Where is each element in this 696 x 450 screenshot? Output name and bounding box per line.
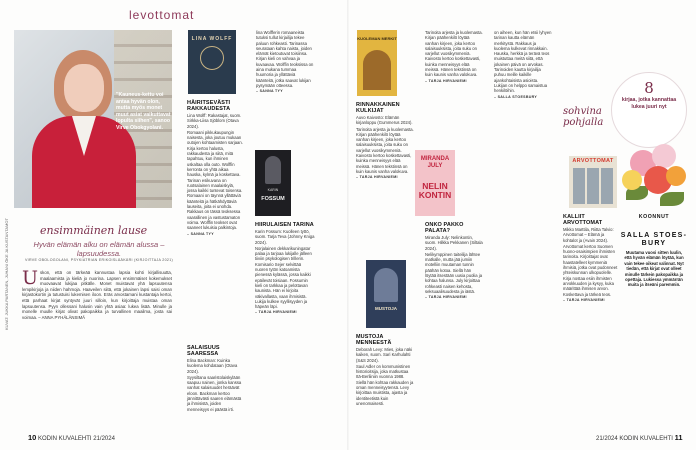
review-col-right-1 [494, 30, 552, 101]
review-col-backman [187, 345, 243, 413]
review-col-arvottomat [563, 214, 619, 304]
badge-text: kirjaa, jotka kannattaa lukea juuri nyt [621, 97, 677, 110]
compiler-text: Muutama vuosi sitten luulin, että hyvän elämän löytää, kun vain tekee oikeat valinnat. Nyt tiedän, että kirjat ovat olleet minulle tärkein pakopaikka ja opettaja. Lukiessa ymmärrän muita ja itseäni paremmin. [624, 250, 684, 288]
review-heading: KALLIIT ARVOTTOMAT [563, 214, 603, 226]
review-col-fossum [255, 222, 315, 317]
cover-title: MUSTOJA [375, 306, 397, 311]
review-heading: SALAISUUS SAARESSA [187, 345, 220, 357]
review-meta: Deborah Levy: Mies, joka näki kaiken, suom. Sari Karhulahti (S&S 2024). [356, 347, 413, 363]
review-meta: Karin Fossum: Kuolleen tyttö, suom. Tarja Teva (Johnny Kniga 2024). [255, 229, 315, 245]
cover-photos [573, 168, 613, 204]
review-col-lina [187, 100, 243, 238]
folio-left [28, 433, 115, 442]
review-signature: – TARJA HIRVANIEMI [356, 175, 398, 180]
portrait-photo [14, 30, 172, 208]
portrait-face [64, 64, 104, 112]
review-body: Arvottomat kertoo Suomen huono-osaisimpien ihmisten tarinoita. Kirjoittajat ovat haastatelleet kymmeniä ihmisiä, jotka ovat pudonneet yhteiskunnan ulkopuolelle. Kirja nostaa esiin ihmisten arvokkuuden ja kysyy, kuka määrittää ihmisen arvon. Koskettava ja tärkeä teos. [563, 243, 618, 297]
photo-credit: KUVAT: JUKKA PARTANEN, JUHANI ÖKE JA KUSTANTAMOT [4, 218, 9, 330]
book-cover-arvottomat [569, 156, 617, 208]
review-heading: HIIRULAISEN TARINA [255, 222, 314, 228]
review-body: Saul Adler on kommunistinen historioitsija, joka matkustaa Itä-Berliiniin vuonna 1988. Siellä hän kohtaa rakkauden ja oman menneisyytensä. Levy kirjoittaa muistista, ajasta ja identiteetistä kuin unenomaisesti. [356, 363, 414, 406]
cover-title: LINA WOLFF [191, 36, 233, 42]
review-meta: Mikko Marttila, Riitta Talvio: Arvottomat – Elämä ja kohtalot ja (Avain 2024). [563, 227, 614, 243]
intro-title: ensimmäinen lause [40, 224, 148, 237]
review-meta: Auvo Kaivosto: Elämän kirjanloppu (Gummerus 2024). [356, 115, 413, 126]
book-cover-fossum [255, 150, 291, 216]
review-col-july [425, 222, 483, 302]
badge-number: 8 [644, 79, 654, 97]
cover-author: KARIN [267, 188, 279, 192]
review-signature: – SANNA TYY [187, 231, 214, 236]
count-badge [611, 72, 687, 148]
book-cover-levy [366, 260, 406, 328]
review-continuation: lina Wolfferin romaaneista tutuksi tullut kirjailija tekee paluun rohkeasti. Tarinassa seurataan kahta naista, joiden elämät kietoutuvat toisiinsa. Kirjan kieli on vahvaa ja kuvaavaa. Wolffin teoksissa on aina mukana tummaa huumoria ja yllättäviä käänteitä, jotka saavat lukijan pysymään otteessa. [256, 30, 314, 88]
review-continuation: on aiheen, kun hän etsii lyhyen tarinan kautta elämän merkitystä. Rakkaus ja kuolema kulkevat rinnakkain. Hauska, herkkä ja terävä teos muistuttaa meitä siitä, että jokainen päivä on arvokas. Tarinoiden kautta kirjailija puhuu meille kaikille ajankohtaisista asioista. Lukijan on helppo samaistua henkilöihin. [494, 30, 552, 94]
compiled-by-label: KOONNUT [638, 214, 670, 220]
folio-right-text: 21/2024 KODIN KUVALEHTI [596, 436, 673, 442]
review-meta: Lina Wolff: Rakastajat, suom. Sirkka-Liisa Sjöblom (Otava 2024). [187, 113, 242, 129]
review-body: Syysiltana saaristolaiskylään saapuu nainen, jonka kanssa vanhat salaisuudet heräävät eloon. Backman kertoo jännittävästi saaren elämästä ja ihmisistä, joiden menneisyys ei päästä irti. [187, 374, 242, 412]
review-body: Romaani pikkukaupungin naisesta, joka joutuu mukaan outojen kohtaamisten sarjaan. Kirja kertoo halusta, rakkaudesta ja siitä, mitä tapahtuu, kun ihminen uskaltaa olla outo. Wolffin kerronta on yhtä aikaa hauska, kylmä ja koskettava. Tarinan esikuvana on ruotsalainen maalaiskylä, jossa kaikki tuntevat toisensa. Romaani on täynnä yllättäviä käänteitä ja hätkähdyttäviä lauseita, joita ei unohda. Rakkaus on tässä teoksessa vaarallinen ja vastustamaton voima. Wolffin teokset ovat saaneet lukuisia palkintoja. [187, 129, 243, 231]
page-gutter [347, 0, 349, 450]
cover-figure [265, 156, 281, 184]
flower-orange [666, 166, 686, 186]
page-number-left: 10 [28, 433, 37, 442]
pohjalla-line-2: pohjalla [563, 117, 604, 128]
book-cover-lina-wolff [188, 30, 236, 94]
review-continuation: Tarinoita arjesta ja kuolemasta. Kirjan päähenkilö löytää vanhan kirjeen, joka kertoo salaisuuksista, joita suku on varjellut vuosikymmeniä. Kaivosto kertoo koskettavasti, kuinka menneisyys elää meissä. Hänen tekstinsä on kuin kaunis vanha valokuva. [425, 30, 483, 78]
flower-yellow [622, 170, 642, 190]
review-heading: RINNAKKAINEN KULKIJAT [356, 102, 400, 114]
intro-body-text: skon, että on tärkeää kannustaa lapsia kohti kirjallisuutta, maalaamista ja kieliä jo nuorina. Lapsen ensimmäiset kokemukset muovaavat lukijaa pitkälle. Monet muistavat yhä lapsuutensa lempikirjoja ja niiden hahmoja. Haaveilen siitä, että jokainen lapsi saisi oman kirjastokortin ja tutustuisi lukemisen iloon. Eräs arvostamani kustantaja kertoi, että parhaat kirjat syntyvät juuri silloin, kun kirjoittaja muistaa oman lapsuutensa. Pyyn ollessani halusin vain yhtä asiaa: lukea lisää. Minulle ja monelle muulle kirjat olivat pakopaikka ja turvallinen maailma, josta sai voimaa. – ANNA PYHÄLÄNSIMÄ [22, 270, 172, 320]
cover-title: ARVOTTOMAT [572, 158, 614, 164]
review-col-continuation [425, 30, 483, 85]
cover-title: FOSSUM [261, 196, 285, 202]
review-heading: HÄIRITSEVÄSTI RAKKAUDESTA [187, 100, 231, 112]
review-signature: – TARJA HIRVANIEMI [255, 310, 297, 315]
review-col-levy [356, 334, 414, 407]
cover-subtitle: NELIN KONTIN [418, 181, 452, 200]
book-cover-kaivosto [357, 30, 397, 96]
portrait-quote: "Kauneus-kettu voi antaa hyvän olon, mutta myös monet muut asiat vaikuttavat lopulta siihen", sanoo Virve Obokgyolani. [116, 92, 171, 131]
cover-figure [374, 268, 398, 302]
review-meta: Miranda July: Nelinkontin, suom. Hilkka Pekkanen (Siltala 2024). [425, 235, 483, 251]
review-body: Nelikymppinen taiteilija lähtee matkalle, mutta jää jumiin motelliin muutaman tunnin päähän kotoa. Siellä hän löytää itsestään uusia puolia ja kohtaa halunsa. July kirjoittaa rohkeasti naisen kehosta, seksuaalisuudesta ja iästä. [425, 251, 483, 294]
flower-light-pink [652, 144, 676, 168]
cover-figure [363, 50, 391, 90]
drop-cap: U [22, 267, 39, 289]
review-signature: – TARJA HIRVANIEMI [563, 297, 605, 302]
section-title: levottomat [129, 8, 195, 22]
review-body: Norjalainen dekkarikuningatar palaa ja tarjoaa lukijalle jälleen tiiviin psykologisen trillerin. Komisario Sejer selvittää nuoren tytön katoamista pienessä kylässä, jossa kaikki epäilevät toisiaan. Fossumin kieli on tarkkaa ja pelottavan kaunista. Hän ei kirjoita väkivallasta, vaan ihmisistä. Lukija kulkee syyllisyyden ja häpeän läpi. [255, 245, 312, 310]
leaf-shape [660, 192, 684, 206]
review-signature: – SANNA TYY [256, 89, 283, 94]
review-signature: – SALLA STOESBURY [494, 94, 538, 99]
review-signature: – TARJA HIRVANIEMI [425, 78, 467, 83]
intro-body [22, 267, 172, 320]
page-number-right: 11 [674, 433, 683, 442]
pohjalla-heading [563, 106, 603, 128]
cover-ornament [200, 46, 224, 70]
folio-left-text: KODIN KUVALEHTI 21/2024 [38, 436, 115, 442]
cover-title: KUOLEMAN MERKIT [357, 36, 397, 41]
review-heading: ONKO PAKKO PALATA? [425, 222, 464, 234]
review-signature: – TARJA HIRVANIEMI [425, 295, 467, 300]
book-cover-miranda-july [415, 150, 455, 216]
pohjalla-line-1: sohvina [563, 106, 602, 117]
review-col-mid [256, 30, 314, 96]
review-meta: Elina Backman: Kuinka kuolema kohdataan (Otava 2024). [187, 358, 238, 374]
review-col-kaivosto [356, 102, 414, 182]
review-heading: MUSTOJA MENNEESTÄ [356, 334, 392, 346]
cover-title: MIRANDA JULY [420, 156, 450, 169]
compiler-name: SALLA STOES-BURY [620, 232, 688, 247]
review-body: Tarinoita arjesta ja kuolemasta. Kirjan päähenkilö löytää vanhan kirjeen, joka kertoo salaisuuksista, joita suku on varjellut vuosikymmeniä. Kaivosto kertoo koskettavasti, kuinka menneisyys elää meissä. Hänen tekstinsä on kuin kaunis vanha valokuva. [356, 126, 414, 174]
intro-byline: VIRVE OBOLOGOLANI, PSYKIATRIAN ERIKOISLÄÄKÄRI (KIRJOITTAJA 2021) [24, 258, 173, 262]
folio-right [596, 433, 683, 442]
intro-subtitle: Hyvän elämän alku on elämän alussa – lapsuudessa. [33, 240, 165, 258]
